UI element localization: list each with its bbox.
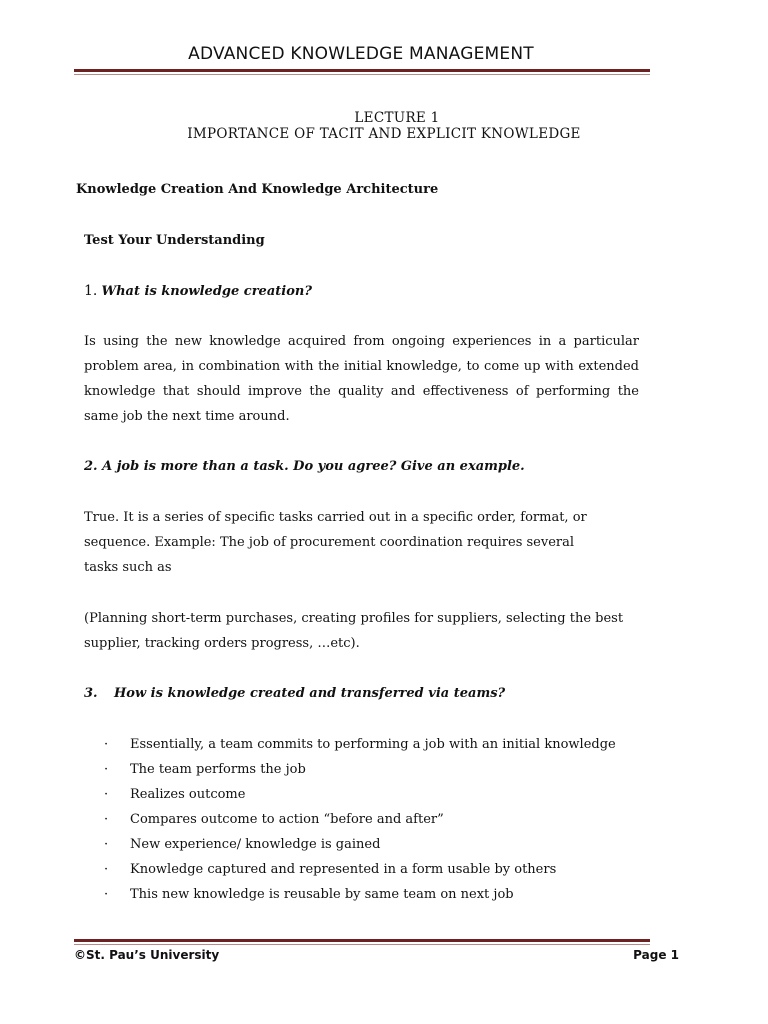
header-rule-light bbox=[74, 74, 650, 75]
list-item bbox=[104, 732, 616, 757]
list-item bbox=[104, 857, 556, 882]
q3-number: 3. bbox=[84, 686, 98, 701]
q1-number: 1. bbox=[84, 283, 98, 299]
page-number: Page 1 bbox=[633, 948, 679, 962]
list-item-text: Knowledge captured and represented in a form usable by others bbox=[130, 862, 557, 877]
list-item bbox=[104, 832, 380, 857]
list-item-text: The team performs the job bbox=[130, 762, 306, 777]
subheading: Test Your Understanding bbox=[84, 233, 265, 248]
q2-answer-line: sequence. Example: The job of procurement coordination requires several bbox=[84, 535, 575, 550]
footer-rule-dark bbox=[74, 939, 650, 942]
bullet-icon: · bbox=[104, 887, 109, 902]
list-item-text: New experience/ knowledge is gained bbox=[130, 837, 381, 852]
q3-heading bbox=[84, 686, 505, 701]
lecture-title: IMPORTANCE OF TACIT AND EXPLICIT KNOWLEDGE bbox=[187, 126, 581, 142]
q2-example-line: supplier, tracking orders progress, …etc). bbox=[84, 636, 360, 651]
q2-example bbox=[84, 606, 623, 656]
list-item bbox=[104, 782, 245, 807]
list-item-text: Compares outcome to action “before and after” bbox=[130, 812, 444, 827]
bullet-icon: · bbox=[104, 837, 109, 852]
header-title: ADVANCED KNOWLEDGE MANAGEMENT bbox=[188, 44, 534, 64]
bullet-icon: · bbox=[104, 862, 109, 877]
header-rule-dark bbox=[74, 69, 650, 72]
q2-answer bbox=[84, 505, 587, 580]
list-item bbox=[104, 807, 444, 832]
q1-answer: Is using the new knowledge acquired from ongoing experiences in a particular problem area, in combination with the initial knowledge, to come up with extended knowledge that should improve the quality and effectiveness of performing the same job the next time around. bbox=[84, 334, 639, 424]
q1-question: What is knowledge creation? bbox=[101, 284, 312, 299]
footer-rule-light bbox=[74, 944, 650, 945]
list-item bbox=[104, 882, 514, 907]
list-item-text: Realizes outcome bbox=[130, 787, 246, 802]
lecture-number: LECTURE 1 bbox=[354, 110, 440, 126]
q2-question: 2. A job is more than a task. Do you agree? Give an example. bbox=[84, 459, 525, 474]
footer-university: ©St. Pau’s University bbox=[74, 948, 220, 962]
q2-example-line: (Planning short-term purchases, creating profiles for suppliers, selecting the best bbox=[84, 611, 624, 626]
list-item bbox=[104, 757, 306, 782]
q2-answer-line: tasks such as bbox=[84, 560, 172, 575]
bullet-icon: · bbox=[104, 762, 109, 777]
bullet-icon: · bbox=[104, 737, 109, 752]
bullet-icon: · bbox=[104, 812, 109, 827]
q2-answer-line: True. It is a series of specific tasks carried out in a specific order, format, or bbox=[84, 510, 587, 525]
section-heading: Knowledge Creation And Knowledge Architecture bbox=[76, 182, 439, 197]
list-item-text: This new knowledge is reusable by same team on next job bbox=[130, 887, 514, 902]
q3-question: How is knowledge created and transferred via teams? bbox=[114, 686, 506, 701]
bullet-icon: · bbox=[104, 787, 109, 802]
q1-heading bbox=[84, 283, 312, 299]
list-item-text: Essentially, a team commits to performing a job with an initial knowledge bbox=[130, 737, 616, 752]
